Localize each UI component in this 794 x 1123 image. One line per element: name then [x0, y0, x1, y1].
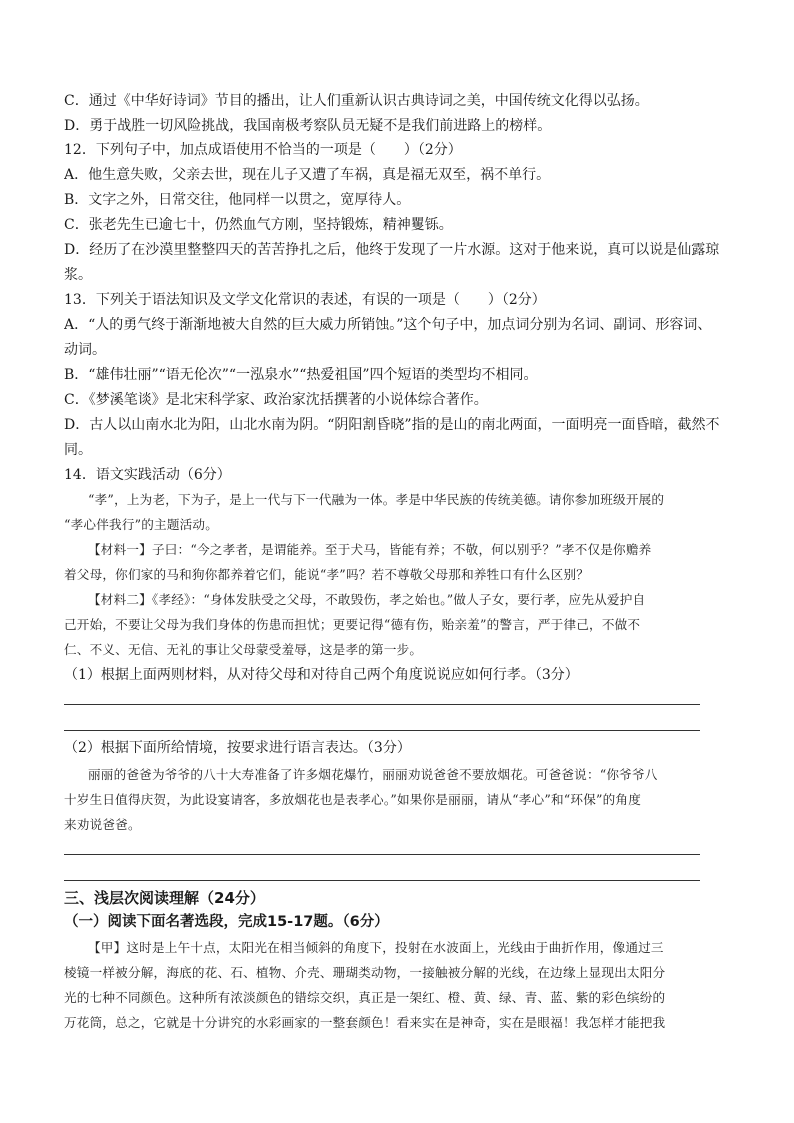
option-13d: D．古人以山南水北为阳，山北水南为阴。“阴阳割昏晓”指的是山的南北两面，一面明亮一面昏暗，截然不	[64, 417, 720, 433]
option-12a: A．他生意失败，父亲去世，现在儿子又遭了车祸，真是福无双至，祸不单行。	[64, 167, 551, 183]
option-13c: C．《梦溪笔谈》是北宋科学家、政治家沈括撰著的小说体综合著作。	[64, 392, 488, 408]
reading-passage-line: 万花筒，总之，它就是十分讲究的水彩画家的一整套颜色！看来实在是神奇，实在是眼福！我怎样才能把我	[64, 1015, 666, 1030]
material-two: 【材料二】《孝经》：“身体发肤受之父母，不敢毁伤，孝之始也。”做人子女，要行孝，应先从爱护自	[88, 592, 646, 607]
option-11d: D．勇于战胜一切风险挑战，我国南极考察队员无疑不是我们前进路上的榜样。	[64, 118, 552, 134]
scenario-paragraph-end: 来劝说爸爸。	[64, 817, 141, 832]
material-one: 【材料一】子曰：“今之孝者，是谓能养。至于犬马，皆能有养；不敬，何以别乎？”孝不仅是你赡养	[88, 542, 652, 557]
option-12c: C．张老先生已逾七十，仍然血气方刚，坚持锻炼，精神矍铄。	[64, 217, 453, 233]
answer-line[interactable]	[64, 880, 700, 881]
reading-passage-line: 光的七种不同颜色。这种所有浓淡颜色的错综交织，真正是一架红、橙、黄、绿、青、蓝、紫的彩色缤纷的	[64, 990, 666, 1005]
option-12d-cont: 浆。	[64, 267, 92, 283]
option-13d-cont: 同。	[64, 442, 92, 458]
sub-question-2: （2）根据下面所给情境，按要求进行语言表达。（3分）	[64, 740, 411, 756]
answer-line[interactable]	[64, 704, 700, 705]
option-13a-cont: 动词。	[64, 342, 106, 358]
material-two-cont: 己开始，不要让父母为我们身体的伤患而担忧；更要记得“德有伤，贻亲羞”的警言，严于律己，不做不	[64, 617, 641, 632]
scenario-paragraph: 丽丽的爸爸为爷爷的八十大寿准备了许多烟花爆竹，丽丽劝说爸爸不要放烟花。可爸爸说：“你爷爷八	[88, 767, 658, 782]
answer-line[interactable]	[64, 730, 700, 731]
intro-paragraph: “孝”，上为老，下为子，是上一代与下一代融为一体。孝是中华民族的传统美德。请你参加班级开展的	[88, 492, 665, 507]
subsection-heading: （一）阅读下面名著选段，完成15-17题。（6分）	[64, 914, 389, 930]
intro-paragraph-cont: “孝心伴我行”的主题活动。	[64, 517, 219, 532]
material-two-end: 仁、不义、无信、无礼的事让父母蒙受羞辱，这是孝的第一步。	[64, 642, 423, 657]
option-13b: B．“雄伟壮丽”“语无伦次”“一泓泉水”“热爱祖国”四个短语的类型均不相同。	[64, 367, 538, 383]
reading-passage: 【甲】这时是上午十点，太阳光在相当倾斜的角度下，投射在水波面上，光线由于曲折作用，像通过三	[88, 940, 664, 955]
question-12: 12．下列句子中，加点成语使用不恰当的一项是（ ）（2分）	[64, 142, 462, 158]
material-one-cont: 着父母，你们家的马和狗你都养着它们，能说“孝”吗？若不尊敬父母那和养牲口有什么区别？	[64, 567, 590, 582]
option-12d: D．经历了在沙漠里整整四天的苦苦挣扎之后，他终于发现了一片水源。这对于他来说，真可以说是仙露琼	[64, 242, 720, 258]
section-heading: 三、浅层次阅读理解（24分）	[64, 889, 265, 907]
option-12b: B．文字之外，日常交往，他同样一以贯之，宽厚待人。	[64, 192, 411, 208]
scenario-paragraph-cont: 十岁生日值得庆贺，为此设宴请客，多放烟花也是表孝心。”如果你是丽丽，请从“孝心”和“环保”的角度	[64, 792, 642, 807]
question-13: 13．下列关于语法知识及文学文化常识的表述，有误的一项是（ ）（2分）	[64, 292, 546, 308]
sub-question-1: （1）根据上面两则材料，从对待父母和对待自己两个角度说说应如何行孝。（3分）	[64, 667, 579, 683]
reading-passage-line: 棱镜一样被分解，海底的花、石、植物、介壳、珊瑚类动物，一接触被分解的光线，在边缘上显现出太阳分	[64, 965, 666, 980]
option-11c: C．通过《中华好诗词》节目的播出，让人们重新认识古典诗词之美，中国传统文化得以弘扬。	[64, 93, 649, 109]
question-14: 14．语文实践活动（6分）	[64, 467, 231, 483]
option-13a: A．“人的勇气终于渐渐地被大自然的巨大威力所销蚀。”这个句子中，加点词分别为名词、副词、形容词、	[64, 317, 712, 333]
answer-line[interactable]	[64, 854, 700, 855]
